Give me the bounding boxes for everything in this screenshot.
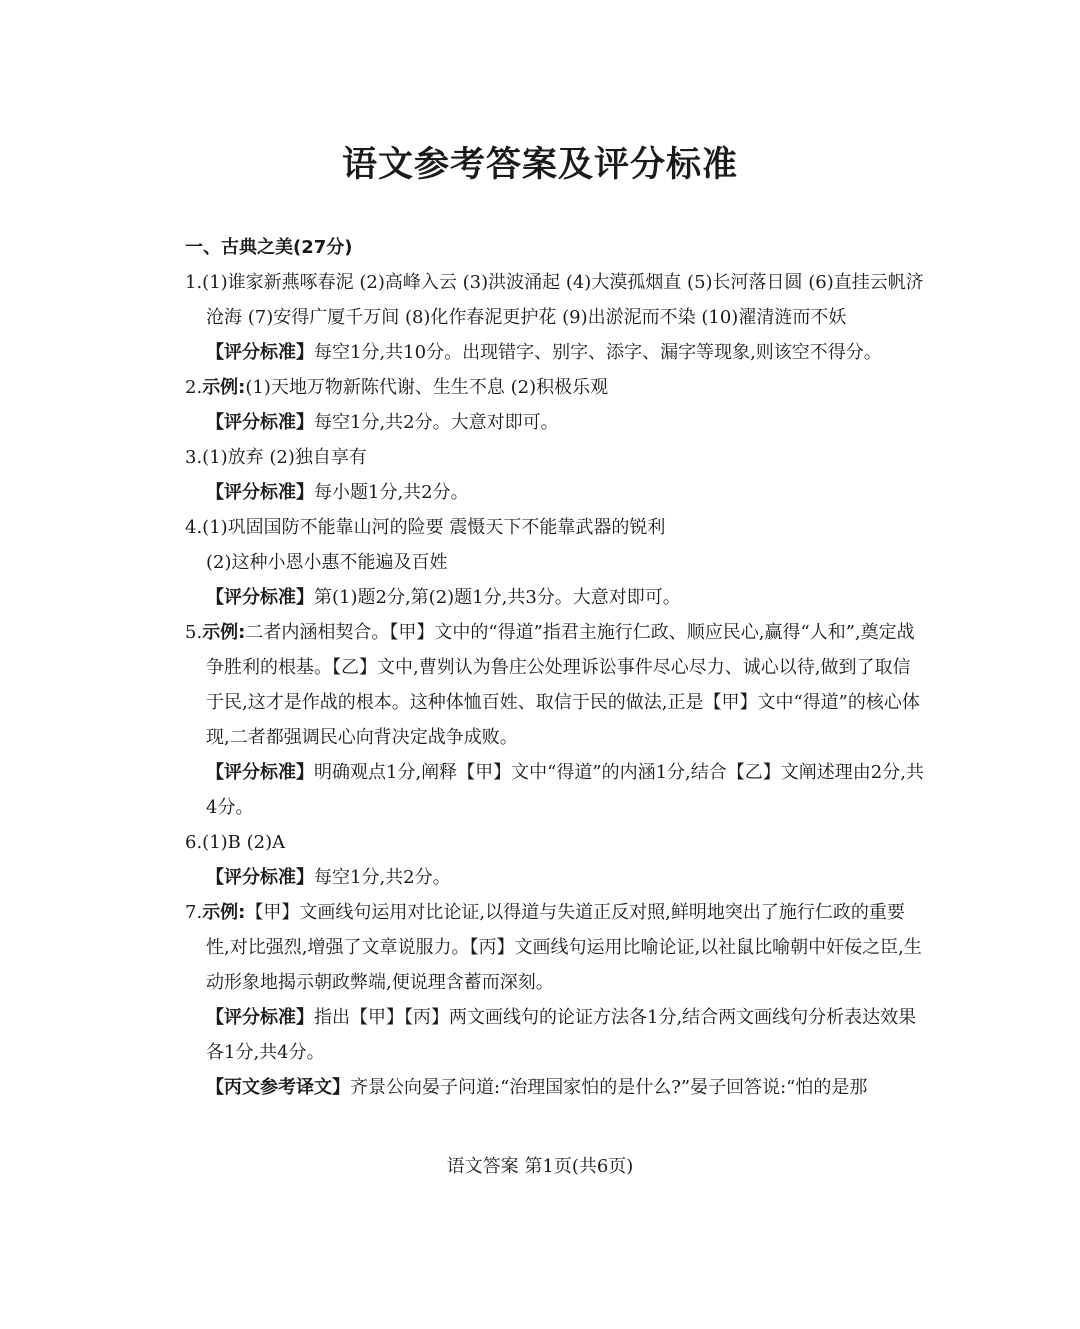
answer-text: 二者内涵相契合。【甲】文中的“得道”指君主施行仁政、顺应民心,赢得“人和”,奠定战争胜利的根基。【乙】文中,曹刿认为鲁庄公处理诉讼事件尽心尽力、诚心以待,做到了取信于民,这才是作战的根本。这种体恤百姓、取信于民的做法,正是【甲】文中“得道”的核心体现,二者都强调民心向背决定战争成败。 bbox=[206, 622, 920, 748]
question-6-answer: 6.(1)B (2)A bbox=[185, 832, 286, 853]
page-title: 语文参考答案及评分标准 bbox=[341, 145, 738, 185]
standard-tag: 【评分标准】 bbox=[206, 1007, 314, 1028]
standard-text: 每小题1分,共2分。 bbox=[314, 482, 469, 503]
question-2-answer bbox=[185, 370, 925, 405]
standard-text: 指出【甲】【丙】两文画线句的论证方法各1分,结合两文画线句分析表达效果各1分,共4分。 bbox=[206, 1007, 917, 1063]
standard-tag: 【评分标准】 bbox=[206, 762, 314, 783]
standard-text: 每空1分,共2分。 bbox=[314, 867, 451, 888]
example-tag: 示例: bbox=[202, 377, 246, 398]
question-6-standard bbox=[185, 860, 925, 895]
question-5-standard bbox=[185, 755, 925, 825]
standard-text: 每空1分,共2分。大意对即可。 bbox=[314, 412, 559, 433]
question-number: 7. bbox=[185, 902, 203, 923]
question-4-standard bbox=[185, 580, 925, 615]
question-2-standard bbox=[185, 405, 925, 440]
question-number: 2. bbox=[185, 377, 203, 398]
standard-text: 第(1)题2分,第(2)题1分,共3分。大意对即可。 bbox=[314, 587, 681, 608]
question-4-answer-2: (2)这种小恩小惠不能遍及百姓 bbox=[206, 552, 448, 573]
question-5-answer bbox=[185, 615, 925, 755]
question-4-answer-1: 4.(1)巩固国防不能靠山河的险要 震慑天下不能靠武器的锐利 bbox=[185, 517, 666, 538]
standard-tag: 【评分标准】 bbox=[206, 587, 314, 608]
example-tag: 示例: bbox=[202, 902, 246, 923]
section-heading: 一、古典之美(27分) bbox=[185, 237, 353, 258]
standard-text: 每空1分,共10分。出现错字、别字、添字、漏字等现象,则该空不得分。 bbox=[314, 342, 882, 363]
translation-text: 齐景公向晏子问道:“治理国家怕的是什么?”晏子回答说:“怕的是那 bbox=[350, 1077, 868, 1098]
question-1-standard bbox=[185, 335, 925, 370]
example-tag: 示例: bbox=[202, 622, 246, 643]
question-number: 5. bbox=[185, 622, 203, 643]
question-7-answer bbox=[185, 895, 925, 1000]
standard-tag: 【评分标准】 bbox=[206, 412, 314, 433]
standard-tag: 【评分标准】 bbox=[206, 342, 314, 363]
question-3-answer: 3.(1)放弃 (2)独自享有 bbox=[185, 447, 367, 468]
answer-text: (1)天地万物新陈代谢、生生不息 (2)积极乐观 bbox=[245, 377, 609, 398]
translation-reference bbox=[185, 1070, 925, 1105]
answer-content bbox=[185, 230, 925, 1105]
page-footer: 语文答案 第1页(共6页) bbox=[446, 1156, 634, 1177]
answer-text: 【甲】文画线句运用对比论证,以得道与失道正反对照,鲜明地突出了施行仁政的重要性,对比强烈,增强了文章说服力。【丙】文画线句运用比喻论证,以社鼠比喻朝中奸佞之臣,生动形象地揭示朝政弊端,便说理含蓄而深刻。 bbox=[206, 902, 922, 993]
standard-tag: 【评分标准】 bbox=[206, 482, 314, 503]
question-3-standard bbox=[185, 475, 925, 510]
question-7-standard bbox=[185, 1000, 925, 1070]
standard-text: 明确观点1分,阐释【甲】文中“得道”的内涵1分,结合【乙】文阐述理由2分,共4分。 bbox=[206, 762, 924, 818]
standard-tag: 【评分标准】 bbox=[206, 867, 314, 888]
translation-tag: 【丙文参考译文】 bbox=[206, 1077, 350, 1098]
question-1-answer: 1.(1)谁家新燕啄春泥 (2)高峰入云 (3)洪波涌起 (4)大漠孤烟直 (5)长河落日圆 (6)直挂云帆济沧海 (7)安得广厦千万间 (8)化作春泥更护花 (9)出淤泥而不染 (10)濯清涟而不妖 bbox=[185, 272, 924, 328]
